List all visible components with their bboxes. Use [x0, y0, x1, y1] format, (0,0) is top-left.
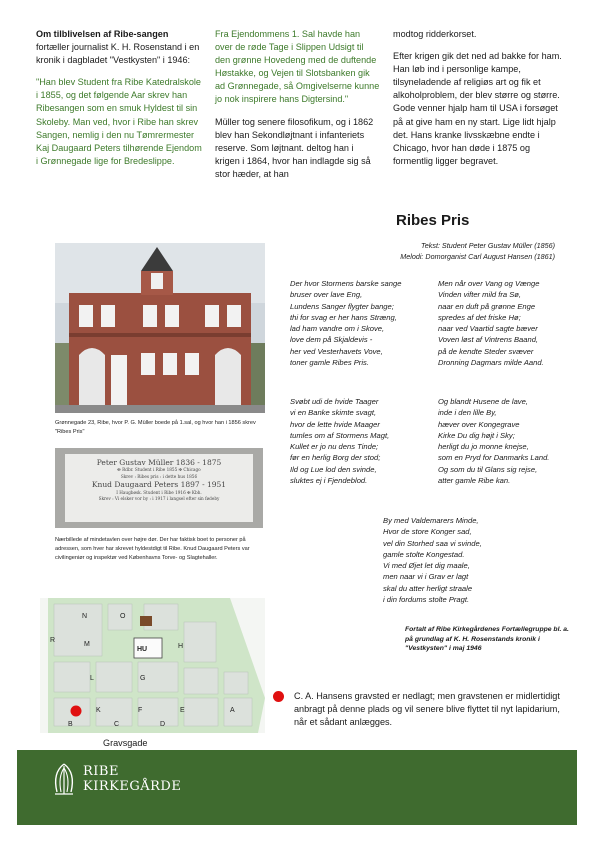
article-body-3: Efter krigen gik det ned ad bakke for ham. Han løb ind i personlige kampe, tilsyneladende af religiøs art og fik et alkoholproblem, der blev større og større. Gode venner hjalp ham til USA i forsøget på at give ham en ny start. Lige lidt hjalp det. Hans kranke livsskæbne endte i Chicago, hvor han døde i 1875 og formentlig ligger begravet. — [393, 51, 562, 166]
svg-text:E: E — [180, 707, 185, 714]
grave-marker-icon — [273, 691, 284, 702]
svg-text:B: B — [68, 721, 73, 728]
plaque-line-5: I Haugbøsk. Student i Ribe 1916 ✠ Kbh. — [116, 490, 202, 495]
svg-text:HU: HU — [137, 646, 148, 653]
plaque-line-4: Knud Daugaard Peters 1897 - 1951 — [91, 480, 227, 489]
column-1 — [36, 28, 204, 177]
verse-5: By med Valdemarers Minde, Hvor de store Konger sad, vel din Storhed saa vi svinde, gamle stolte Kongestad. Vi med Øjet let dig maale, men naar vi i Grav er lagt skal du atter herligt straale i din fordums stolte Pragt. — [383, 516, 482, 605]
photo-caption: Grønnegade 23, Ribe, hvor P. G. Müller boede på 1.sal, og hvor han i 1856 skrev "Ribes Pris" — [55, 420, 256, 435]
verse-3: Svøbt udi de hvide Taager vi en Banke skimte svagt, hvor de lette hvide Maager tumles om af Stormens Magt, Kullet er jo nu dens Tinde; før en herlig Borg der stod; Ild og Lue lod den svinde, sluktes ej i Fjendeblod. — [290, 397, 390, 486]
svg-text:F: F — [138, 707, 143, 714]
plaque-line-3: Skrev : Ribes pris : i dette hus 1856 — [120, 474, 198, 479]
article-quote-part2: Fra Ejendommens 1. Sal havde han over de røde Tage i Slippen Udsigt til den grønne Hovedeng med de duftende Høstakke, og Vejen til Slotsbanken gik ad Grønnegade, så Omgivelserne kunne jo nok inspirere hans Digtersind." — [215, 29, 380, 105]
plaque-line-6: Skrev : Vi elsker vor by : i 1917 i langsel efter sin fødeby — [98, 496, 220, 501]
plaque-line-1: Peter Gustav Müller 1836 - 1875 — [96, 458, 222, 467]
text-credit: Tekst: Student Peter Gustav Müller (1856) — [421, 241, 555, 250]
ribe-kirkegaarde-logo-icon — [51, 762, 77, 796]
svg-text:N: N — [82, 613, 88, 620]
column-3 — [393, 28, 563, 177]
svg-text:K: K — [96, 707, 101, 714]
article-body-2: modtog ridderkorset. — [393, 29, 477, 39]
verse-4: Og blandt Husene de lave, inde i den lille By, hæver over Kongegrave Kirke Du dig højt i Sky; herligt du jo monne knejse, som en Pryd for Danmarks Land. Og som du til Glans sig rejse, atter gamle Ribe kan. — [438, 397, 550, 486]
song-credits — [340, 240, 555, 262]
article-heading: Om tilblivelsen af Ribe-sangen — [36, 29, 169, 39]
melody-credit: Melodi: Domorganist Carl August Hansen (1861) — [400, 252, 555, 261]
svg-text:A: A — [230, 707, 235, 714]
plaque-line-2: ✠ Rdbr. Student i Ribe 1855 ✠ Chicago — [117, 467, 201, 472]
plaque-caption: Nærbillede af mindetavlen over højre dør. Der har faktisk boet to personer på adressen, som hver har skrevet hyldestdigt til Ribe. Knud Daugaard Peters var civilingeniør og inspektør ved Københavns Torve- og Slagtehaller. — [55, 537, 250, 561]
svg-text:O: O — [120, 613, 126, 620]
svg-text:G: G — [140, 675, 146, 682]
cemetery-map — [40, 598, 265, 733]
building-photo — [55, 243, 265, 413]
grave-note: C. A. Hansens gravsted er nedlagt; men gravstenen er midlertidigt anbragt på denne plads og vil senere blive flyttet til nyt lapidarium, når et sådant anlægges. — [294, 691, 560, 727]
svg-text:C: C — [114, 721, 120, 728]
memorial-plaque — [55, 448, 263, 528]
footer-bar — [17, 750, 577, 825]
svg-text:D: D — [160, 721, 166, 728]
svg-text:H: H — [178, 643, 184, 650]
article-body-1: Müller tog senere filosofikum, og i 1862 blev han Sekondløjtnant i infanteriets reserve. Som løjtnant. deltog han i krigen i 1864, hvor han indlagde sig så stor hæder, at han — [215, 116, 374, 179]
map-label: Gravsgade — [103, 738, 148, 748]
footer-logo-text — [83, 764, 181, 794]
svg-text:M: M — [84, 641, 90, 648]
logo-line-1: RIBE — [83, 764, 119, 779]
verse-2: Men når over Vang og Vænge Vinden vifter mild fra Sø, naar en duft på grønne Enge spredes af det friske Hø; naar ved Vaartid sagte bæver Voven løst af Vintrens Baand, på de kendte Steder svæver Dronning Dagmars milde Aand. — [438, 279, 544, 368]
svg-text:R: R — [50, 637, 56, 644]
song-attribution: Fortalt af Ribe Kirkegårdenes Fortællegruppe bl. a. på grundlag af K. H. Rosenstands kronik i "Vestkysten" i maj 1946 — [405, 626, 569, 652]
svg-text:L: L — [90, 675, 94, 682]
logo-line-2: KIRKEGÅRDE — [83, 779, 182, 794]
song-title: Ribes Pris — [396, 212, 470, 229]
article-quote-part1: "Han blev Student fra Ribe Katedralskole i 1855, og det følgende Aar skrev han Ribesangen som en smuk Hyldest til sin Skoleby. Man ved, hvor i Ribe han skrev Sangen, nemlig i den nu Tømrermester Kaj Daugaard Peters tilhørende Ejendom i Grønnegade lige for Bredeslippe. — [36, 77, 202, 166]
article-intro: fortæller journalist K. H. Rosenstand i en kronik i dagbladet "Vestkysten" i 1946: — [36, 42, 200, 66]
verse-1: Der hvor Stormens barske sange bruser over lave Eng, Lundens Sanger flygter bange; thi for svag er her hans Stræng, lad ham vandre om i Skove, love dem på Skjaldevis - her ved Vesterhavets Vove, toner gamle Ribes Pris. — [290, 279, 402, 368]
column-2 — [215, 28, 380, 190]
